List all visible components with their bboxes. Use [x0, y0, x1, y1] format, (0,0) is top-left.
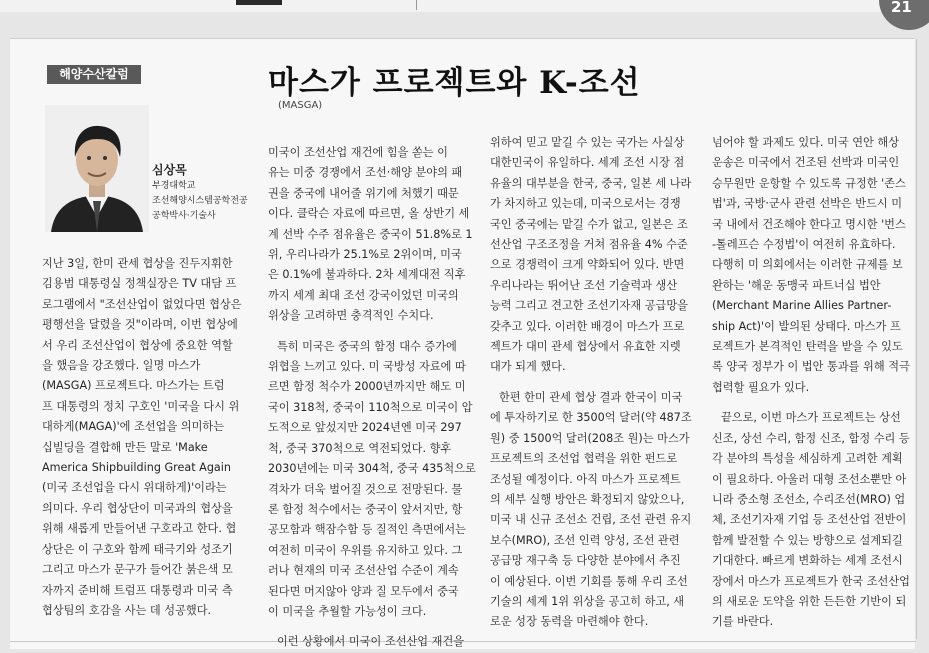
text-line: 끝으로, 이번 마스가 프로젝트는 상선 — [720, 411, 901, 425]
text-line: 위, 우리나라가 25.1%로 2위이며, 미국 — [268, 248, 462, 262]
text-line: 이 미국을 추월할 가능성이 크다. — [268, 604, 427, 618]
text-line: 다행히 미 의회에서는 이러한 규제를 보 — [712, 258, 903, 272]
text-line: 기대한다. 빠르게 변화하는 세계 조선시 — [712, 554, 903, 568]
text-line: 국이 318척, 중국이 110척으로 미국이 압 — [268, 400, 473, 414]
text-line: 완하는 '해운 동맹국 파트너십 법안 — [712, 278, 881, 292]
text-line: (미국 조선업을 다시 위대하게)'이라는 — [42, 481, 227, 495]
text-line: 공모함과 핵잠수함 등 질적인 측면에서는 — [268, 523, 466, 537]
text-line: 각 분야의 특성을 세심하게 고려한 계획 — [712, 452, 903, 466]
text-line: 협상팀의 호감을 사는 데 성공했다. — [42, 603, 212, 617]
text-line: 십빌딩을 결합해 만든 말로 'Make — [42, 440, 208, 454]
section-marker — [236, 0, 282, 5]
text-line: America Shipbuilding Great Again — [42, 461, 231, 475]
text-line: 한편 한미 관세 협상 결과 한국이 미국 — [498, 390, 683, 404]
text-line: (Merchant Marine Allies Partner- — [712, 299, 892, 313]
paragraph-gap — [490, 378, 698, 388]
text-line: 미국이 조선산업 재건에 힘을 쏟는 이 — [268, 146, 448, 159]
column-rubric: 해양수산칼럼 — [47, 65, 141, 84]
text-line: 기를 바란다. — [712, 615, 774, 629]
text-line: 국인 중국에는 맡길 수가 없고, 일본은 조 — [490, 217, 688, 231]
text-line: 미국 내 신규 조선소 건립, 조선 관련 유지 — [490, 513, 692, 527]
text-column-2 — [268, 143, 476, 653]
text-line: 대하게(MAGA)'에 조선업을 의미하는 — [42, 420, 225, 434]
text-line: 르면 함정 척수가 2000년까지만 해도 미 — [268, 380, 466, 394]
text-line: 의미다. 우리 협상단이 미국과의 협상을 — [42, 501, 233, 515]
author-affiliation: 부경대학교 — [152, 181, 196, 191]
text-line: 협력할 필요가 있다. — [712, 380, 810, 394]
text-line: 은 0.1%에 불과하다. 2차 세계대전 직후 — [268, 268, 466, 282]
text-line: 론 함정 척수에서는 중국이 앞서지만, 항 — [268, 502, 463, 516]
page-number-badge — [879, 0, 929, 30]
author-title: 공학박사·기술사 — [152, 211, 216, 221]
text-line: 가 차지하고 있는데, 미국으로서는 경쟁 — [490, 197, 681, 211]
text-line: 선산업 구조조정을 거쳐 점유율 4% 수준 — [490, 238, 688, 252]
article-subtitle: (MASGA) — [278, 100, 323, 111]
text-line: 권을 중국에 내어줄 위기에 처했기 때문 — [268, 186, 459, 200]
text-line: 젝트가 대미 관세 협상에서 유효한 지렛 — [490, 340, 681, 354]
article — [10, 38, 915, 649]
text-line: 신조, 상선 수리, 함정 신조, 함정 수리 등 — [712, 431, 910, 445]
text-line: 승무원만 운항할 수 있도록 규정한 '존스 — [712, 176, 906, 190]
text-line: 계 선박 수주 점유율은 중국이 51.8%로 1 — [268, 227, 473, 241]
text-line: (MASGA) 프로젝트다. 마스가는 트럼 — [42, 379, 225, 393]
text-line: 을 했음을 강조했다. 일명 마스가 — [42, 359, 201, 373]
text-line: 체, 조선기자재 기업 등 조선산업 전반이 — [712, 513, 907, 527]
text-line: 위협을 느끼고 있다. 미 국방성 자료에 따 — [268, 360, 466, 374]
text-line: 이 필요하다. 아울러 대형 조선소뿐만 아 — [712, 472, 907, 486]
text-line: 까지 세계 최대 조선 강국이었던 미국의 — [268, 288, 459, 302]
text-line: 국 내에서 건조해야 한다고 명시한 '번스 — [712, 217, 906, 231]
text-line: 보수(MRO), 조선 인력 양성, 조선 관련 — [490, 533, 680, 547]
text-line: 넘어야 할 과제도 있다. 미국 연안 해상 — [712, 136, 900, 149]
text-line: 조성될 예정이다. 아직 마스가 프로젝트 — [490, 472, 681, 486]
article-title: 마스가 프로젝트와 K-조선 — [268, 65, 641, 101]
text-line: 함께 발전할 수 있는 방향으로 설계되길 — [712, 533, 903, 547]
text-line: 러나 현재의 미국 조선산업 수준이 계속 — [268, 564, 459, 578]
text-line: 격차가 더욱 벌어질 것으로 전망된다. 물 — [268, 482, 463, 496]
text-line: 운송은 미국에서 건조된 선박과 미국인 — [712, 156, 900, 170]
paragraph-gap — [268, 622, 476, 632]
text-line: 특히 미국은 중국의 함정 대수 증가에 — [276, 339, 457, 353]
author-department: 조선해양시스템공학전공 — [152, 196, 248, 206]
text-line: 도적으로 앞섰지만 2024년엔 미국 297 — [268, 421, 462, 435]
text-line: 으로 경쟁력이 크게 약화되어 있다. 반면 — [490, 258, 685, 272]
page-number: 21 — [891, 0, 912, 16]
text-line: 공급망 재구축 등 다양한 분야에서 추진 — [490, 554, 681, 568]
author-byline — [152, 161, 248, 224]
text-line: 법'과, 국방·군사 관련 선박은 반드시 미 — [712, 197, 903, 211]
text-line: 에 투자하기로 한 3500억 달러(약 487조 — [490, 411, 692, 425]
top-strip — [0, 0, 929, 12]
text-line: 이런 상황에서 미국이 조선산업 재건을 — [276, 635, 465, 649]
text-line: 서 우리 조선산업이 협상에 중요한 역할 — [42, 338, 233, 352]
text-line: 위상을 고려하면 충격적인 수치다. — [268, 309, 434, 323]
text-line: 프 대통령의 정치 구호인 '미국을 다시 위 — [42, 399, 240, 413]
text-line: 장에서 마스가 프로젝트가 한국 조선산업 — [712, 574, 910, 588]
text-line: 유율의 대부분을 한국, 중국, 일본 세 나라 — [490, 176, 692, 190]
text-line: 지난 3일, 한미 관세 협상을 진두지휘한 — [42, 257, 233, 270]
text-line: 대가 되게 했다. — [490, 360, 566, 374]
text-column-3 — [490, 133, 698, 633]
author-name: 심상목 — [152, 163, 187, 177]
text-line: 위해 새롭게 만들어낸 구호라고 한다. 협 — [42, 522, 237, 536]
text-line: 유는 미중 경쟁에서 조선·해양 분야의 패 — [268, 166, 463, 180]
text-line: 그리고 마스가 문구가 들어간 붉은색 모 — [42, 563, 233, 577]
text-line: 갖추고 있다. 이러한 배경이 마스가 프로 — [490, 319, 685, 333]
divider — [416, 0, 417, 10]
text-line: 척, 중국 370척으로 역전되었다. 향후 — [268, 441, 452, 455]
text-line: 위하여 믿고 맡길 수 있는 국가는 사실상 — [490, 136, 685, 149]
author-photo — [45, 105, 149, 232]
text-column-4 — [712, 133, 922, 633]
text-line: 자까지 준비해 트럼프 대통령과 미국 측 — [42, 583, 233, 597]
text-line: 기술의 세계 1위 위상을 공고히 하고, 새 — [490, 594, 685, 608]
text-line: 로젝트가 본격적인 탄력을 받을 수 있도 — [712, 340, 903, 354]
text-line: 2030년에는 미국 304척, 중국 435척으로 — [268, 462, 476, 476]
text-line: 평행선을 달렸을 것"이라며, 이번 협상에 — [42, 318, 238, 332]
text-line: 대한민국이 유일하다. 세계 조선 시장 점 — [490, 156, 685, 170]
text-line: 여전히 미국이 우위를 유지하고 있다. 그 — [268, 543, 463, 557]
text-line: 된다면 머지않아 양과 질 모두에서 중국 — [268, 584, 459, 598]
text-line: 의 새로운 도약을 위한 든든한 기반이 되 — [712, 594, 907, 608]
text-line: 프로젝트의 조선업 협력을 위한 펀드로 — [490, 452, 678, 466]
text-column-1 — [42, 254, 254, 621]
text-line: 우리나라는 뛰어난 조선 기술력과 생산 — [490, 278, 678, 292]
text-line: 이 예상된다. 이번 기회를 통해 우리 조선 — [490, 574, 688, 588]
text-line: 김용범 대통령실 정책실장은 TV 대담 프 — [42, 277, 237, 291]
text-line: 로그램에서 "조선산업이 없었다면 협상은 — [42, 297, 242, 311]
text-line: 이다. 클락슨 자료에 따르면, 올 상반기 세 — [268, 207, 470, 221]
text-line: 로운 성장 동력을 마련해야 한다. — [490, 615, 649, 629]
text-line: 능력 그리고 견고한 조선기자재 공급망을 — [490, 299, 688, 313]
author-portrait-icon — [45, 105, 149, 232]
paragraph-gap — [712, 398, 922, 408]
text-line: 록 양국 정부가 이 법안 통과를 위해 적극 — [712, 360, 910, 374]
paragraph-gap — [268, 327, 476, 337]
text-line: 니라 중소형 조선소, 수리조선(MRO) 업 — [712, 492, 906, 506]
text-line: ship Act)'이 발의된 상태다. 마스가 프 — [712, 319, 901, 333]
text-line: 원) 중 1500억 달러(208조 원)는 마스가 — [490, 431, 690, 445]
text-line: 상단은 이 구호와 함께 태극기와 성조기 — [42, 542, 233, 556]
text-line: 의 세부 실행 방안은 확정되지 않았으나, — [490, 492, 685, 506]
text-line: -톨레프슨 수정법'이 여전히 유효하다. — [712, 238, 896, 252]
